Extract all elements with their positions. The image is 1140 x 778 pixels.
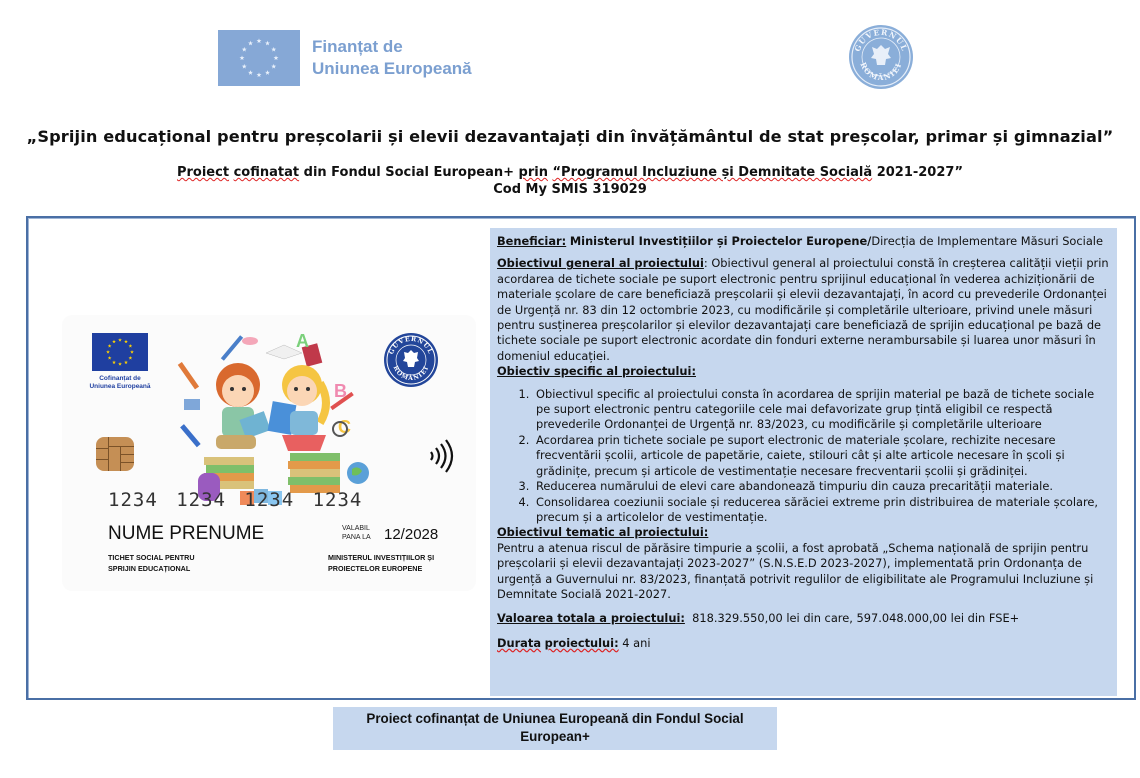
card-seal-top-text: GUVERNUL — [387, 335, 435, 356]
eu-star-icon — [112, 340, 116, 344]
eagle-icon — [871, 45, 891, 65]
eu-star-icon — [124, 340, 128, 344]
eu-funding-logo — [218, 30, 472, 86]
romanian-government-seal-icon — [849, 25, 913, 89]
eu-star-icon — [248, 70, 253, 75]
card-issuer-label — [328, 552, 434, 574]
eu-star-icon — [108, 356, 112, 360]
list-item: 1. Obiectivul specific al proiectului consta în acordarea de sprijin material pe bază de tichete sociale pe suport electronic pentru categoriile cele mai defavorizate grup țintă eligibil ce respectă prevederile Ordonanței de Urgență nr. 83/2023, cu modificările și completările ulterioare — [533, 387, 1109, 433]
beneficiary-section — [497, 234, 1109, 249]
sharpener-icon — [184, 399, 200, 410]
pencil-icon — [221, 335, 243, 361]
eu-star-icon — [118, 362, 122, 366]
project-value-section — [497, 611, 1109, 626]
project-duration-section — [497, 636, 1109, 651]
card-type-label — [108, 552, 195, 574]
list-item: 4. Consolidarea coeziunii sociale și reducerea sărăciei extreme prin distribuirea de materiale școlare, precum și a articolelor de vestimentație. — [533, 495, 1109, 526]
project-info-panel — [490, 228, 1117, 696]
eu-star-icon — [130, 350, 134, 354]
seal-bottom-text: ROMÂNIEI — [858, 61, 904, 83]
thematic-objective-label: Obiectivul tematic al proiectului: — [497, 525, 709, 540]
card-issuer-line1: MINISTERUL INVESTIȚIILOR ȘI — [328, 553, 435, 562]
project-subtitle — [0, 164, 1140, 198]
valid-until-value: 12/2028 — [384, 526, 439, 543]
subtitle-word-cofinatat: cofinatat — [233, 165, 300, 180]
list-item: 2. Acordarea prin tichete sociale pe suport electronic de materiale școlare, rechizite necesare frecventării școlii, articole de papetărie, caiete, stilouri cât și alte articole necesare în școli și grădinițe, precum și articole de vestimentație necesare frecventarii școlii și grădiniței. — [533, 433, 1109, 479]
eu-star-icon — [274, 55, 279, 60]
girl-skirt — [282, 435, 326, 451]
card-government-seal-icon — [384, 333, 438, 387]
specific-objective-label: Obiectiv specific al proiectului: — [497, 364, 696, 379]
eu-star-icon — [271, 47, 276, 52]
eraser-icon — [242, 337, 258, 345]
footer-line2: European+ — [520, 729, 590, 744]
eu-star-icon — [118, 338, 122, 342]
card-number: 1234 1234 1234 1234 — [108, 489, 363, 511]
duration-label-word2: proiectului: — [544, 635, 619, 650]
list-item: 3. Reducerea numărului de elevi care abandonează timpuriu din cauza precarității materiale. — [533, 479, 1109, 494]
eu-star-icon — [248, 41, 253, 46]
cardholder-name: NUME PRENUME — [108, 523, 265, 544]
subtitle-middle: din Fondul Social European+ — [303, 165, 514, 180]
eu-star-icon — [108, 344, 112, 348]
card-seal-bottom-text: ROMÂNIEI — [391, 364, 431, 383]
eu-star-icon — [106, 350, 110, 354]
thematic-objective-text: Pentru a atenua riscul de părăsire timpurie a școlii, a fost aprobată „Schema națională de sprijin pentru preșcolarii și elevii dezavantajați 2023-2027” (S.N.S.E.D 2023-2027), implementată prin Ordonanța de urgență a Guvernului nr. 83/2023, finanțată potrivit regulilor de eligibilitate ale Programului Incluziune și Demnitate Socială 2021-2027. — [497, 540, 1094, 601]
eu-star-icon — [257, 72, 262, 77]
girl-top — [290, 411, 318, 435]
general-objective-label: Obiectivul general al proiectului — [497, 256, 704, 271]
general-objective-text: : Obiectivul general al proiectului constă în creșterea calității vieții prin acordarea de tichete sociale pe suport electronic pentru sprijinul educațional în vederea achiziționării de materiale școlare de care beneficiază preșcolarii și elevii dezavantajați, în acord cu prevederile Ordonanței de Urgență nr. 83 din 12 octombrie 2023, cu modificările și completările ulterioare, privind unele măsuri pentru susținerea preșcolarilor și elevilor dezavantajați care beneficiază de sprijin educațional pe bază de tichete sociale pe suport electronic acordate din fonduri externe nerambursabile și luarea unor măsuri în domeniul educației. — [497, 256, 1109, 363]
beneficiary-directorate: Direcția de Implementare Măsuri Sociale — [871, 234, 1103, 248]
pencil-icon — [178, 362, 199, 389]
subtitle-word-prin: prin — [518, 165, 548, 180]
children-reading-illustration — [170, 323, 378, 511]
project-value-label: Valoarea totala a proiectului: — [497, 611, 685, 626]
eu-flag-icon — [218, 30, 300, 86]
boy-shorts — [216, 435, 256, 449]
valid-label-line1: VALABIL — [342, 525, 370, 532]
letter-b: B — [334, 381, 347, 401]
seal-top-text: GUVERNUL — [852, 27, 910, 53]
smis-code: Cod My SMIS 319029 — [493, 182, 647, 197]
valid-label-line2: PANA LA — [342, 534, 371, 541]
footer-divider — [333, 701, 777, 702]
eu-star-icon — [271, 64, 276, 69]
eu-star-icon — [242, 47, 247, 52]
eu-star-icon — [112, 360, 116, 364]
letter-a: A — [296, 331, 309, 351]
subtitle-program: “Programul Incluziune și Demnitate Socială — [552, 165, 873, 180]
card-eu-text-line2: Uniunea Europeană — [89, 383, 151, 390]
card-type-line2: SPRIJIN EDUCAȚIONAL — [108, 564, 191, 573]
card-type-line1: TICHET SOCIAL PENTRU — [108, 553, 195, 562]
letter-c: C — [338, 417, 351, 437]
eu-star-icon — [240, 55, 245, 60]
specific-objectives-list — [497, 387, 1109, 526]
card-eu-text-line1: Cofinanțat de — [99, 375, 141, 382]
eu-logo-line2: Uniunea Europeană — [312, 59, 472, 78]
duration-label-word1: Durata — [497, 635, 541, 650]
card-eagle-icon — [403, 350, 419, 367]
eu-star-icon — [124, 360, 128, 364]
contactless-icon — [428, 439, 454, 473]
social-voucher-card — [62, 315, 476, 591]
eu-star-icon — [265, 70, 270, 75]
eu-star-icon — [242, 64, 247, 69]
project-value-text: 818.329.550,00 lei din care, 597.048.000,00 lei din FSE+ — [692, 611, 1020, 626]
eu-star-icon — [257, 38, 262, 43]
eu-star-icon — [128, 356, 132, 360]
card-eu-text — [74, 375, 166, 391]
subtitle-word-proiect: Proiect — [176, 165, 230, 180]
general-objective-section — [497, 256, 1109, 364]
boy-face — [222, 375, 254, 407]
valid-until-label — [342, 524, 371, 542]
beneficiary-label: Beneficiar: — [497, 234, 567, 248]
card-issuer-line2: PROIECTELOR EUROPENE — [328, 564, 423, 573]
girl-face — [287, 376, 317, 406]
card-eu-flag-icon — [92, 333, 148, 371]
subtitle-years: 2021-2027” — [876, 165, 963, 180]
beneficiary-name: Ministerul Investițiilor și Proiectelor Europene/ — [569, 234, 872, 248]
eu-star-icon — [265, 41, 270, 46]
eu-logo-line1: Finanțat de — [312, 37, 403, 56]
eu-star-icon — [128, 344, 132, 348]
card-chip-icon — [96, 437, 134, 471]
eu-logo-text — [312, 36, 472, 80]
footer-cofinancing-banner — [333, 707, 777, 750]
footer-line1: Proiect cofinanțat de Uniunea Europeană din Fondul Social — [366, 711, 744, 726]
page-title: „Sprijin educațional pentru preșcolarii și elevii dezavantajați din învățământul de stat preșcolar, primar și gimnazial” — [26, 127, 1114, 146]
duration-value: 4 ani — [622, 635, 651, 650]
crayon-icon — [180, 424, 201, 447]
